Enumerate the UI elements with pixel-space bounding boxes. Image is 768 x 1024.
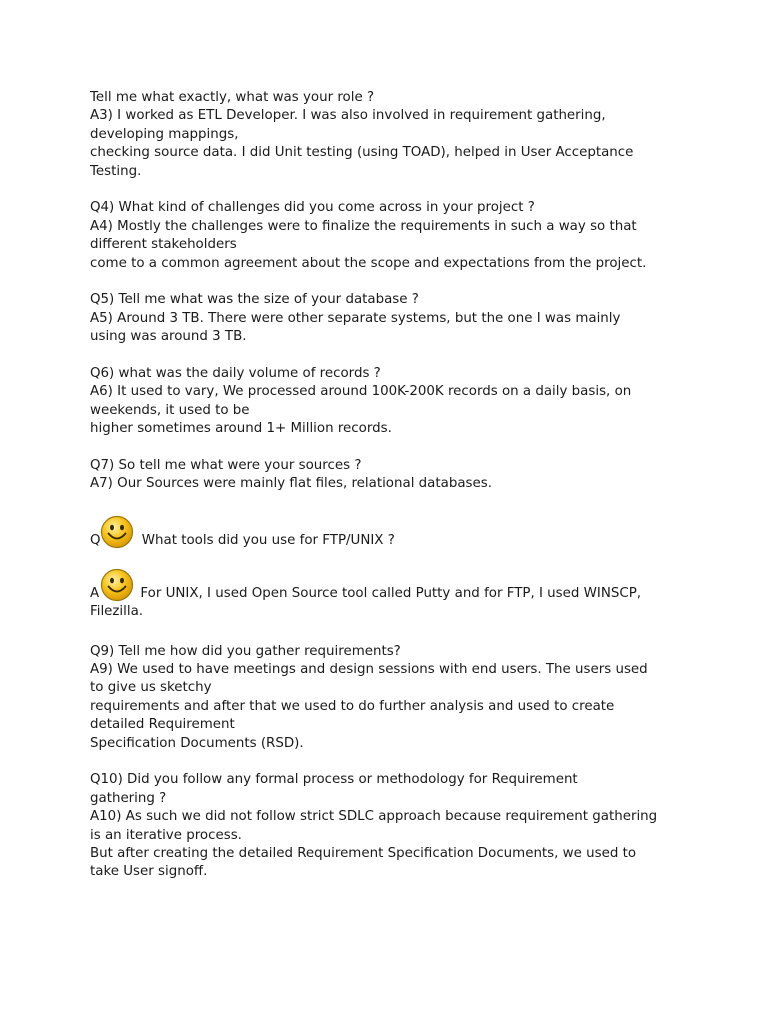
qa-block-q8 — [90, 494, 690, 554]
answer-a8-line-2: Filezilla. — [90, 603, 144, 619]
paragraph-gap — [90, 181, 690, 199]
answer-a9-line-4: detailed Requirement — [90, 717, 235, 733]
answer-a5-line-2: using was around 3 TB. — [90, 329, 247, 345]
answer-a10-line-4: take User signoff. — [90, 864, 208, 880]
answer-a8-text: For UNIX, I used Open Source tool called Putty and for FTP, I used WINSCP, — [136, 585, 642, 601]
smiley-face-icon — [100, 568, 134, 602]
question-q4: Q4) What kind of challenges did you come across in your project ? — [90, 200, 535, 216]
paragraph-gap — [90, 620, 690, 643]
qa-block-q9 — [90, 643, 690, 753]
answer-a8-line-1 — [90, 585, 641, 603]
question-q10-line-1: Q10) Did you follow any formal process or methodology for Requirement — [90, 772, 578, 788]
answer-a9-line-2: to give us sketchy — [90, 680, 212, 696]
answer-a10-line-2: is an iterative process. — [90, 827, 242, 843]
qa-block-q4 — [90, 199, 690, 273]
answer-a4-line-2: different stakeholders — [90, 237, 237, 253]
answer-a8-prefix: A — [90, 585, 100, 601]
qa-block-q3 — [90, 89, 690, 181]
question-q7: Q7) So tell me what were your sources ? — [90, 457, 362, 473]
question-q3: Tell me what exactly, what was your role ? — [90, 90, 375, 105]
paragraph-gap — [90, 346, 690, 364]
paragraph-gap — [90, 273, 690, 291]
qa-block-q7 — [90, 457, 690, 494]
answer-a5-line-1: A5) Around 3 TB. There were other separate systems, but the one I was mainly — [90, 310, 621, 326]
qa-block-a8 — [90, 554, 690, 620]
answer-a7-line-1: A7) Our Sources were mainly flat files, relational databases. — [90, 476, 492, 492]
answer-a10-line-3: But after creating the detailed Requirement Specification Documents, we used to — [90, 845, 637, 861]
answer-a4-line-3: come to a common agreement about the scope and expectations from the project. — [90, 255, 647, 271]
paragraph-gap — [90, 753, 690, 771]
answer-a4-line-1: A4) Mostly the challenges were to finalize the requirements in such a way so that — [90, 218, 637, 234]
answer-a3-line-3: checking source data. I did Unit testing (using TOAD), helped in User Acceptance — [90, 145, 634, 161]
paragraph-gap — [90, 438, 690, 456]
smiley-face-icon — [100, 515, 134, 549]
question-q5: Q5) Tell me what was the size of your database ? — [90, 292, 419, 308]
answer-a3-line-4: Testing. — [90, 163, 142, 179]
answer-a3-line-2: developing mappings, — [90, 126, 239, 142]
qa-block-q6 — [90, 365, 690, 439]
answer-a9-line-1: A9) We used to have meetings and design sessions with end users. The users used — [90, 661, 648, 677]
question-q8-text: What tools did you use for FTP/UNIX ? — [137, 532, 395, 548]
question-q9: Q9) Tell me how did you gather requirements? — [90, 643, 401, 659]
question-q8 — [90, 532, 395, 550]
question-q8-prefix: Q — [90, 532, 101, 548]
qa-block-q10 — [90, 771, 690, 881]
answer-a9-line-5: Specification Documents (RSD). — [90, 735, 304, 751]
answer-a9-line-3: requirements and after that we used to do further analysis and used to create — [90, 698, 615, 714]
question-q6: Q6) what was the daily volume of records ? — [90, 365, 381, 381]
document-body — [90, 89, 690, 882]
answer-a6-line-2: weekends, it used to be — [90, 402, 250, 418]
answer-a10-line-1: A10) As such we did not follow strict SDLC approach because requirement gathering — [90, 809, 658, 825]
answer-a6-line-3: higher sometimes around 1+ Million records. — [90, 421, 392, 437]
question-q10-line-2: gathering ? — [90, 790, 167, 806]
qa-block-q5 — [90, 291, 690, 346]
answer-a6-line-1: A6) It used to vary, We processed around 100K-200K records on a daily basis, on — [90, 384, 632, 400]
answer-a3-line-1: A3) I worked as ETL Developer. I was also involved in requirement gathering, — [90, 108, 606, 124]
